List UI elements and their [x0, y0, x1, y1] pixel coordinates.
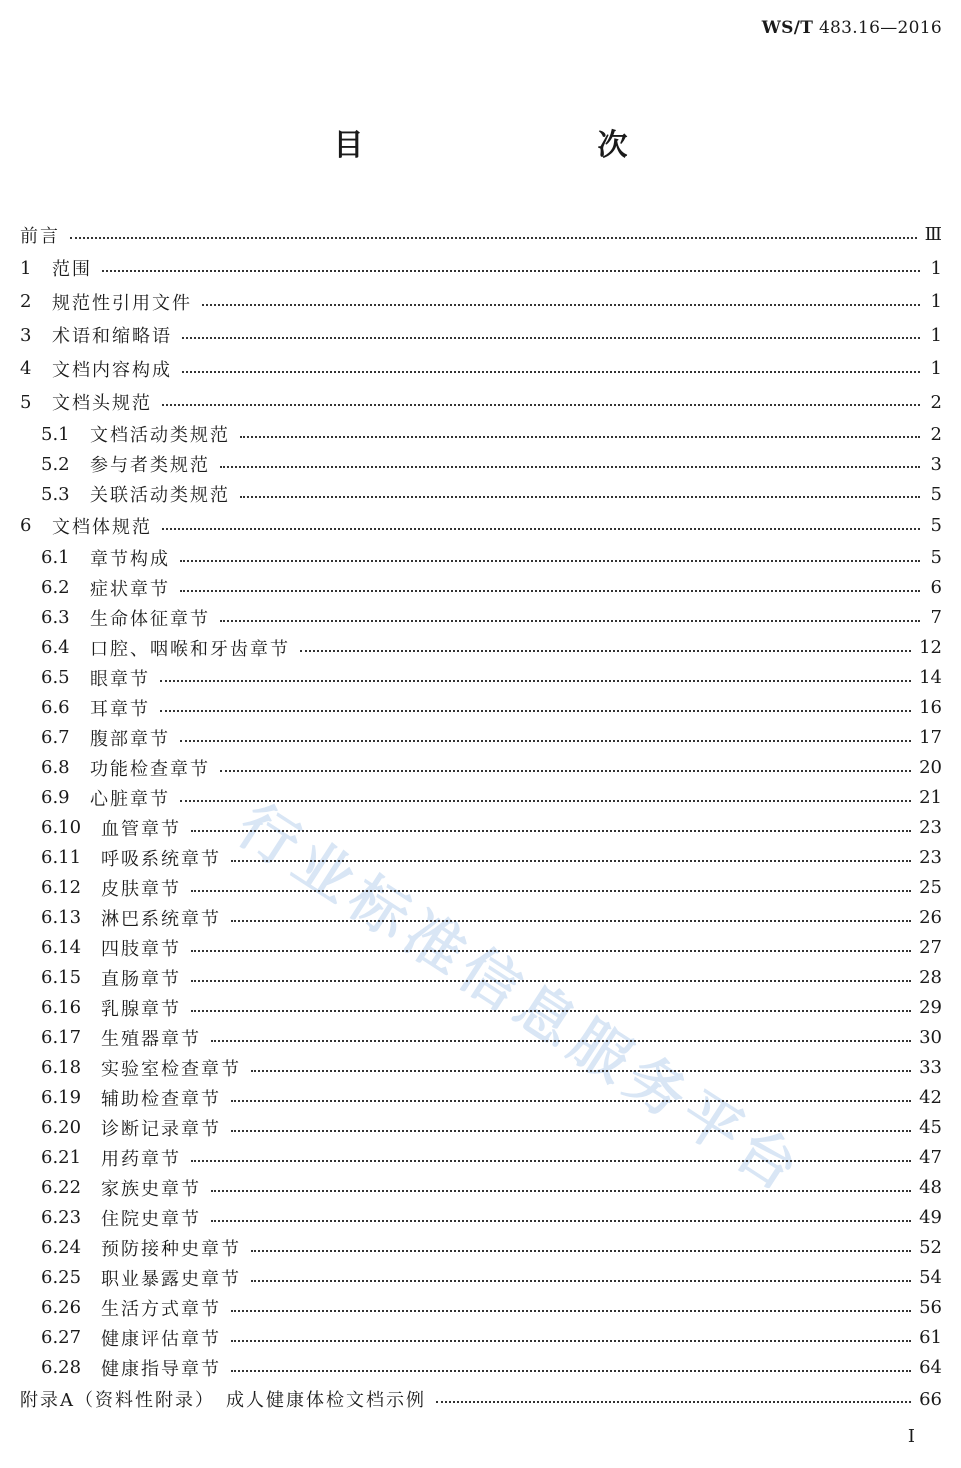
toc-entry[interactable] — [20, 1113, 942, 1143]
toc-entry-number: 6.25 — [41, 1267, 82, 1288]
toc-entry-page: 30 — [919, 1027, 942, 1048]
toc-leader-dots — [191, 890, 911, 892]
toc-leader-dots — [436, 1401, 911, 1403]
toc-entry[interactable] — [20, 1023, 942, 1053]
toc-entry-title: 文档体规范 — [52, 516, 152, 538]
toc-entry-number: 6 — [20, 515, 32, 537]
toc-entry-title: 用药章节 — [101, 1148, 181, 1170]
toc-entry-title: 直肠章节 — [101, 968, 181, 990]
toc-entry-page: 3 — [930, 453, 942, 475]
toc-entry[interactable] — [20, 1323, 942, 1353]
toc-leader-dots — [160, 710, 911, 712]
toc-entry-title: 功能检查章节 — [90, 758, 210, 780]
toc-entry[interactable] — [20, 509, 942, 543]
toc-entry-number: 6.14 — [41, 937, 82, 958]
toc-leader-dots — [182, 337, 920, 339]
toc-entry[interactable] — [20, 1053, 942, 1083]
toc-entry-number: 6.24 — [41, 1237, 82, 1258]
toc-entry-number: 6.12 — [41, 877, 82, 898]
toc-entry[interactable] — [20, 449, 942, 479]
toc-entry-title: 文档头规范 — [52, 393, 152, 415]
toc-entry-number: 6.26 — [41, 1297, 82, 1318]
toc-entry[interactable] — [20, 479, 942, 509]
toc-entry-page: 45 — [919, 1117, 942, 1138]
toc-entry-title: 健康评估章节 — [101, 1328, 221, 1350]
toc-entry[interactable] — [20, 1263, 942, 1293]
toc-entry-number: 6.4 — [41, 637, 70, 658]
toc-entry-number: 6.10 — [41, 817, 82, 838]
standard-prefix: WS/T — [761, 18, 814, 38]
table-of-contents — [20, 218, 942, 1416]
toc-entry[interactable] — [20, 723, 942, 753]
toc-entry[interactable] — [20, 1383, 942, 1417]
toc-entry-number: 6.11 — [41, 847, 82, 868]
toc-leader-dots — [102, 270, 920, 272]
toc-entry[interactable] — [20, 873, 942, 903]
toc-entry-title: 文档活动类规范 — [90, 425, 230, 446]
toc-leader-dots — [220, 770, 911, 772]
toc-leader-dots — [231, 1370, 911, 1372]
toc-entry[interactable] — [20, 419, 942, 449]
toc-entry-title: 生殖器章节 — [101, 1028, 201, 1050]
toc-entry-number: 3 — [20, 324, 32, 346]
toc-leader-dots — [162, 404, 920, 406]
toc-entry-title: 生命体征章节 — [90, 608, 210, 630]
toc-entry-number: 6.5 — [41, 667, 70, 688]
toc-entry[interactable] — [20, 573, 942, 603]
toc-leader-dots — [231, 1130, 911, 1132]
standard-code — [762, 18, 942, 38]
toc-entry[interactable] — [20, 1173, 942, 1203]
watermark: 行业标准信息服务平台 — [225, 790, 817, 1208]
toc-entry-page: 47 — [919, 1147, 942, 1168]
toc-leader-dots — [231, 1310, 911, 1312]
toc-leader-dots — [180, 590, 920, 592]
toc-entry-number: 5.1 — [41, 423, 70, 445]
toc-entry[interactable] — [20, 1293, 942, 1323]
toc-entry-number: 6.22 — [41, 1177, 82, 1198]
standard-number: 483.16—2016 — [818, 18, 942, 38]
toc-entry-page: 26 — [919, 907, 942, 928]
toc-entry-title: 住院史章节 — [101, 1208, 201, 1230]
toc-entry[interactable] — [20, 285, 942, 319]
toc-entry-number: 6.16 — [41, 997, 82, 1018]
toc-entry-page: 64 — [919, 1357, 942, 1378]
toc-entry-number: 6.9 — [41, 787, 70, 808]
toc-entry-title: 呼吸系统章节 — [101, 848, 221, 870]
toc-leader-dots — [231, 860, 911, 862]
toc-leader-dots — [160, 680, 911, 682]
toc-entry-page: 61 — [919, 1327, 942, 1348]
toc-entry-number: 6.6 — [41, 697, 70, 718]
toc-entry-number: 6.19 — [41, 1087, 82, 1108]
toc-entry-page: 42 — [919, 1087, 942, 1108]
toc-entry-page: 5 — [930, 515, 942, 537]
toc-leader-dots — [211, 1220, 911, 1222]
toc-entry[interactable] — [20, 252, 942, 286]
toc-entry-title: 血管章节 — [101, 818, 181, 840]
toc-entry[interactable] — [20, 1353, 942, 1383]
toc-entry-page: 66 — [919, 1388, 942, 1410]
toc-leader-dots — [191, 830, 911, 832]
toc-entry-number: 6.27 — [41, 1327, 82, 1348]
toc-entry-title: 规范性引用文件 — [52, 292, 192, 314]
toc-leader-dots — [220, 466, 920, 468]
toc-entry-page: 2 — [930, 391, 942, 413]
toc-entry-title: 四肢章节 — [101, 938, 181, 960]
toc-entry-number: 6.28 — [41, 1357, 82, 1378]
toc-entry-title: 乳腺章节 — [101, 998, 181, 1020]
toc-entry-number: 5.2 — [41, 453, 70, 475]
toc-leader-dots — [202, 304, 920, 306]
toc-entry[interactable] — [20, 753, 942, 783]
toc-entry-page: 5 — [930, 483, 942, 505]
toc-entry-page: 23 — [919, 847, 942, 868]
toc-entry-title: 健康指导章节 — [101, 1358, 221, 1380]
toc-entry-page: 5 — [930, 547, 942, 568]
toc-entry-page: 25 — [919, 877, 942, 898]
toc-entry-number: 5.3 — [41, 483, 70, 505]
toc-entry-page: 49 — [919, 1207, 942, 1228]
toc-entry[interactable] — [20, 963, 942, 993]
toc-leader-dots — [70, 237, 917, 239]
toc-entry-title: 职业暴露史章节 — [101, 1268, 241, 1290]
toc-entry-title: 术语和缩略语 — [52, 326, 172, 348]
toc-entry[interactable] — [20, 543, 942, 573]
toc-entry-title: 参与者类规范 — [90, 455, 210, 476]
toc-leader-dots — [182, 371, 920, 373]
toc-entry-title: 家族史章节 — [101, 1178, 201, 1200]
toc-entry[interactable] — [20, 993, 942, 1023]
toc-entry[interactable] — [20, 603, 942, 633]
toc-leader-dots — [240, 436, 920, 438]
toc-entry-page: 1 — [930, 291, 942, 313]
toc-entry-title: 口腔、咽喉和牙齿章节 — [90, 638, 290, 660]
toc-entry[interactable] — [20, 663, 942, 693]
toc-entry[interactable] — [20, 783, 942, 813]
toc-entry-page: 1 — [930, 358, 942, 380]
toc-entry-page: 52 — [919, 1237, 942, 1258]
toc-leader-dots — [180, 740, 911, 742]
toc-entry[interactable] — [20, 386, 942, 420]
toc-entry-number: 6.1 — [41, 547, 70, 568]
toc-entry[interactable] — [20, 813, 942, 843]
page-folio: I — [907, 1426, 915, 1447]
toc-entry-title: 辅助检查章节 — [101, 1088, 221, 1110]
toc-leader-dots — [191, 1010, 911, 1012]
toc-entry-number: 6.7 — [41, 727, 70, 748]
toc-leader-dots — [162, 528, 920, 530]
toc-entry-number: 6.21 — [41, 1147, 82, 1168]
toc-entry-title: 生活方式章节 — [101, 1298, 221, 1320]
toc-entry-number: 6.13 — [41, 907, 82, 928]
toc-leader-dots — [240, 496, 920, 498]
toc-entry-title: 耳章节 — [90, 698, 150, 720]
toc-entry-title: 附录A（资料性附录） 成人健康体检文档示例 — [20, 1390, 426, 1412]
toc-entry[interactable] — [20, 633, 942, 663]
toc-entry[interactable] — [20, 933, 942, 963]
toc-entry-number: 2 — [20, 291, 32, 313]
toc-leader-dots — [251, 1070, 911, 1072]
toc-entry-title: 章节构成 — [90, 548, 170, 570]
toc-entry-page: 21 — [919, 787, 942, 808]
toc-leader-dots — [251, 1250, 911, 1252]
toc-entry-title: 淋巴系统章节 — [101, 908, 221, 930]
toc-entry-number: 6.20 — [41, 1117, 82, 1138]
toc-entry-number: 6.23 — [41, 1207, 82, 1228]
toc-entry-page: 28 — [919, 967, 942, 988]
toc-entry-page: 23 — [919, 817, 942, 838]
toc-entry-page: 27 — [919, 937, 942, 958]
toc-leader-dots — [231, 920, 911, 922]
toc-leader-dots — [191, 1160, 911, 1162]
toc-entry-title: 实验室检查章节 — [101, 1058, 241, 1080]
toc-entry-page: 29 — [919, 997, 942, 1018]
toc-entry-page: 1 — [930, 257, 942, 279]
toc-entry-title: 皮肤章节 — [101, 878, 181, 900]
toc-entry-page: 33 — [919, 1057, 942, 1078]
toc-entry[interactable] — [20, 1143, 942, 1173]
toc-entry-title: 诊断记录章节 — [101, 1118, 221, 1140]
toc-leader-dots — [231, 1340, 911, 1342]
toc-entry-number: 1 — [20, 257, 32, 279]
toc-entry-title: 腹部章节 — [90, 728, 170, 750]
toc-entry-number: 6.8 — [41, 757, 70, 778]
toc-leader-dots — [211, 1040, 911, 1042]
toc-entry-title: 关联活动类规范 — [90, 485, 230, 506]
toc-entry-title: 眼章节 — [90, 668, 150, 690]
toc-leader-dots — [220, 620, 920, 622]
toc-entry-page: 56 — [919, 1297, 942, 1318]
toc-entry-number: 6.2 — [41, 577, 70, 598]
toc-entry[interactable] — [20, 903, 942, 933]
toc-entry-page: 16 — [919, 697, 942, 718]
toc-entry[interactable] — [20, 1203, 942, 1233]
toc-entry-page: 7 — [930, 607, 942, 628]
toc-entry-page: 17 — [919, 727, 942, 748]
toc-entry[interactable] — [20, 843, 942, 873]
page-title: 目 次 — [333, 128, 686, 163]
toc-entry[interactable] — [20, 319, 942, 353]
toc-entry-page: Ⅲ — [924, 224, 942, 246]
toc-entry-number: 6.18 — [41, 1057, 82, 1078]
toc-entry-page: 48 — [919, 1177, 942, 1198]
toc-entry[interactable] — [20, 352, 942, 386]
toc-entry-page: 1 — [930, 324, 942, 346]
toc-entry-title: 范围 — [52, 259, 92, 281]
toc-entry-number: 6.17 — [41, 1027, 82, 1048]
toc-entry-title: 心脏章节 — [90, 788, 170, 810]
toc-entry-number: 6.15 — [41, 967, 82, 988]
toc-leader-dots — [180, 560, 920, 562]
toc-entry-title: 文档内容构成 — [52, 359, 172, 381]
toc-leader-dots — [180, 800, 911, 802]
toc-entry-number: 5 — [20, 391, 32, 413]
toc-entry-page: 20 — [919, 757, 942, 778]
toc-entry[interactable] — [20, 218, 942, 252]
toc-entry[interactable] — [20, 1083, 942, 1113]
toc-entry[interactable] — [20, 693, 942, 723]
toc-entry-page: 2 — [930, 423, 942, 445]
toc-entry-title: 症状章节 — [90, 578, 170, 600]
toc-entry-page: 14 — [919, 667, 942, 688]
toc-leader-dots — [191, 950, 911, 952]
toc-leader-dots — [231, 1100, 911, 1102]
toc-entry-number: 4 — [20, 358, 32, 380]
toc-entry-page: 6 — [930, 577, 942, 598]
toc-leader-dots — [211, 1190, 911, 1192]
toc-entry-page: 54 — [919, 1267, 942, 1288]
toc-entry-page: 12 — [919, 637, 942, 658]
toc-entry-title: 前言 — [20, 225, 60, 247]
toc-leader-dots — [191, 980, 911, 982]
toc-leader-dots — [300, 650, 911, 652]
toc-leader-dots — [251, 1280, 911, 1282]
toc-entry-number: 6.3 — [41, 607, 70, 628]
toc-entry-title: 预防接种史章节 — [101, 1238, 241, 1260]
toc-entry[interactable] — [20, 1233, 942, 1263]
